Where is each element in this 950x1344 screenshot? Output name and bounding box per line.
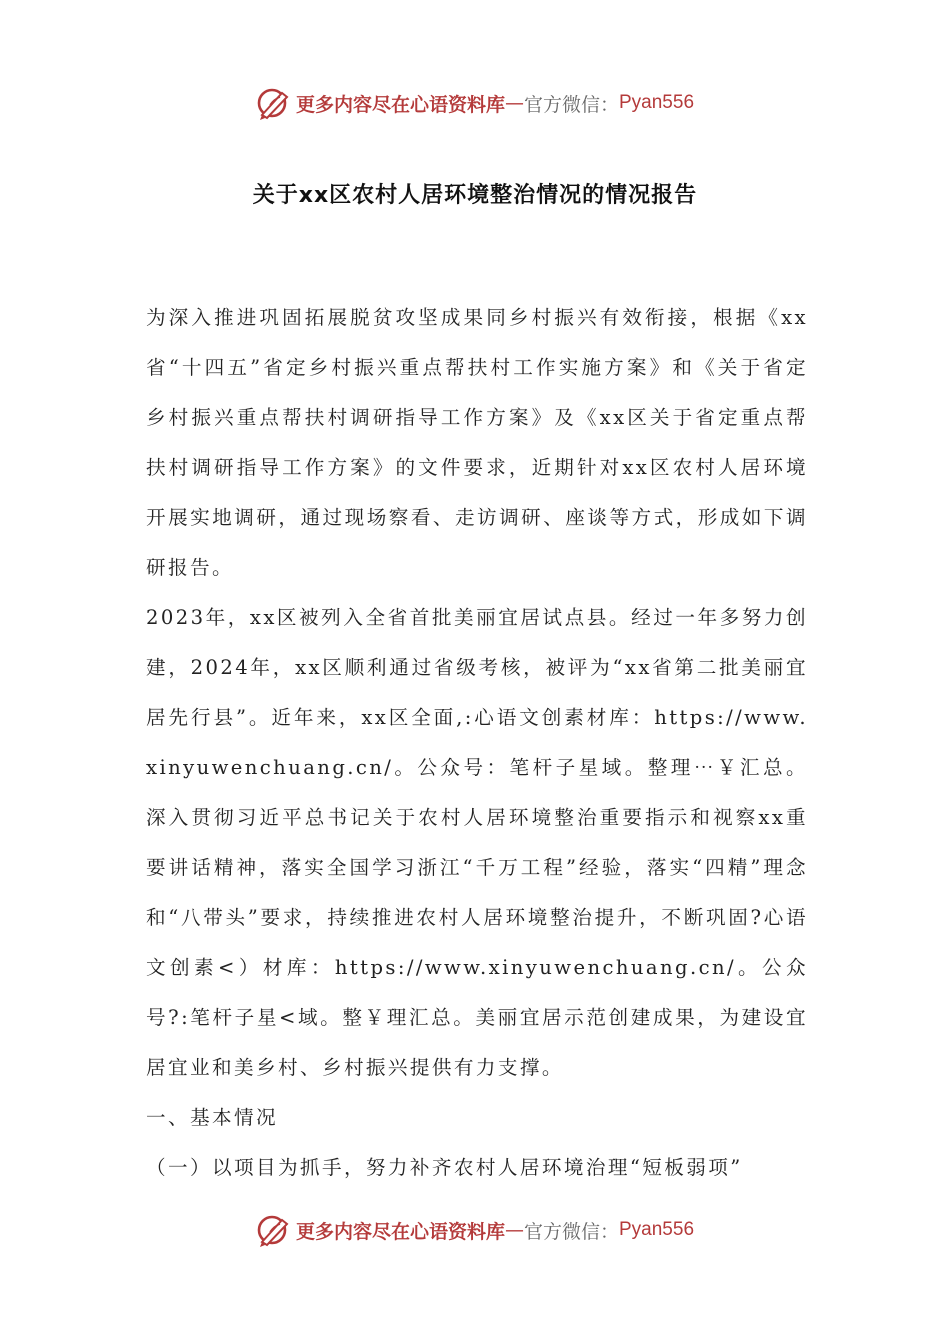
paragraph-intro: 为深入推进巩固拓展脱贫攻坚成果同乡村振兴有效衔接，根据《xx省“十四五”省定乡村振兴重点帮扶村工作实施方案》和《关于省定乡村振兴重点帮扶村调研指导工作方案》及《xx区关于省定重点帮扶村调研指导工作方案》的文件要求，近期针对xx区农村人居环境开展实地调研，通过现场察看、走访调研、座谈等方式，形成如下调研报告。 <box>146 306 808 579</box>
banner-wechat-id: Pyan556 <box>619 92 695 113</box>
document-body <box>146 293 808 1193</box>
banner-separator: — <box>504 92 524 114</box>
footer-watermark-banner <box>0 1210 950 1250</box>
banner-main-text: 更多内容尽在心语资料库 <box>295 1220 505 1243</box>
banner-label: 官方微信： <box>523 1220 619 1243</box>
pen-logo-icon <box>256 85 292 121</box>
paragraph-background: 2023年，xx区被列入全省首批美丽宜居试点县。经过一年多努力创建，2024年，xx区顺利通过省级考核，被评为“xx省第二批美丽宜居先行县”。近年来，xx区全面,:心语文创素材库：https://www.xinyuwenchuang.cn/。公众号：笔杆子星域。整理⋯￥汇总。深入贯彻习近平总书记关于农村人居环境整治重要指示和视察xx重要讲话精神，落实全国学习浙江“千万工程”经验，落实“四精”理念和“八带头”要求，持续推进农村人居环境整治提升，不断巩固?心语文创素<）材库：https://www.xinyuwenchuang.cn/。公众号?:笔杆子星<域。整￥理汇总。美丽宜居示范创建成果，为建设宜居宜业和美乡村、乡村振兴提供有力支撑。 <box>146 606 809 1079</box>
banner-separator: — <box>504 1219 524 1241</box>
header-watermark-banner <box>0 83 950 123</box>
banner-main-text: 更多内容尽在心语资料库 <box>295 93 505 116</box>
section-heading: 一、基本情况 <box>146 1106 278 1129</box>
banner-label: 官方微信： <box>523 93 619 116</box>
subsection-heading: （一）以项目为抓手，努力补齐农村人居环境治理“短板弱项” <box>146 1156 743 1179</box>
pen-logo-icon <box>256 1212 292 1248</box>
banner-wechat-id: Pyan556 <box>619 1219 695 1240</box>
document-title: 关于xx区农村人居环境整治情况的情况报告 <box>252 183 698 208</box>
